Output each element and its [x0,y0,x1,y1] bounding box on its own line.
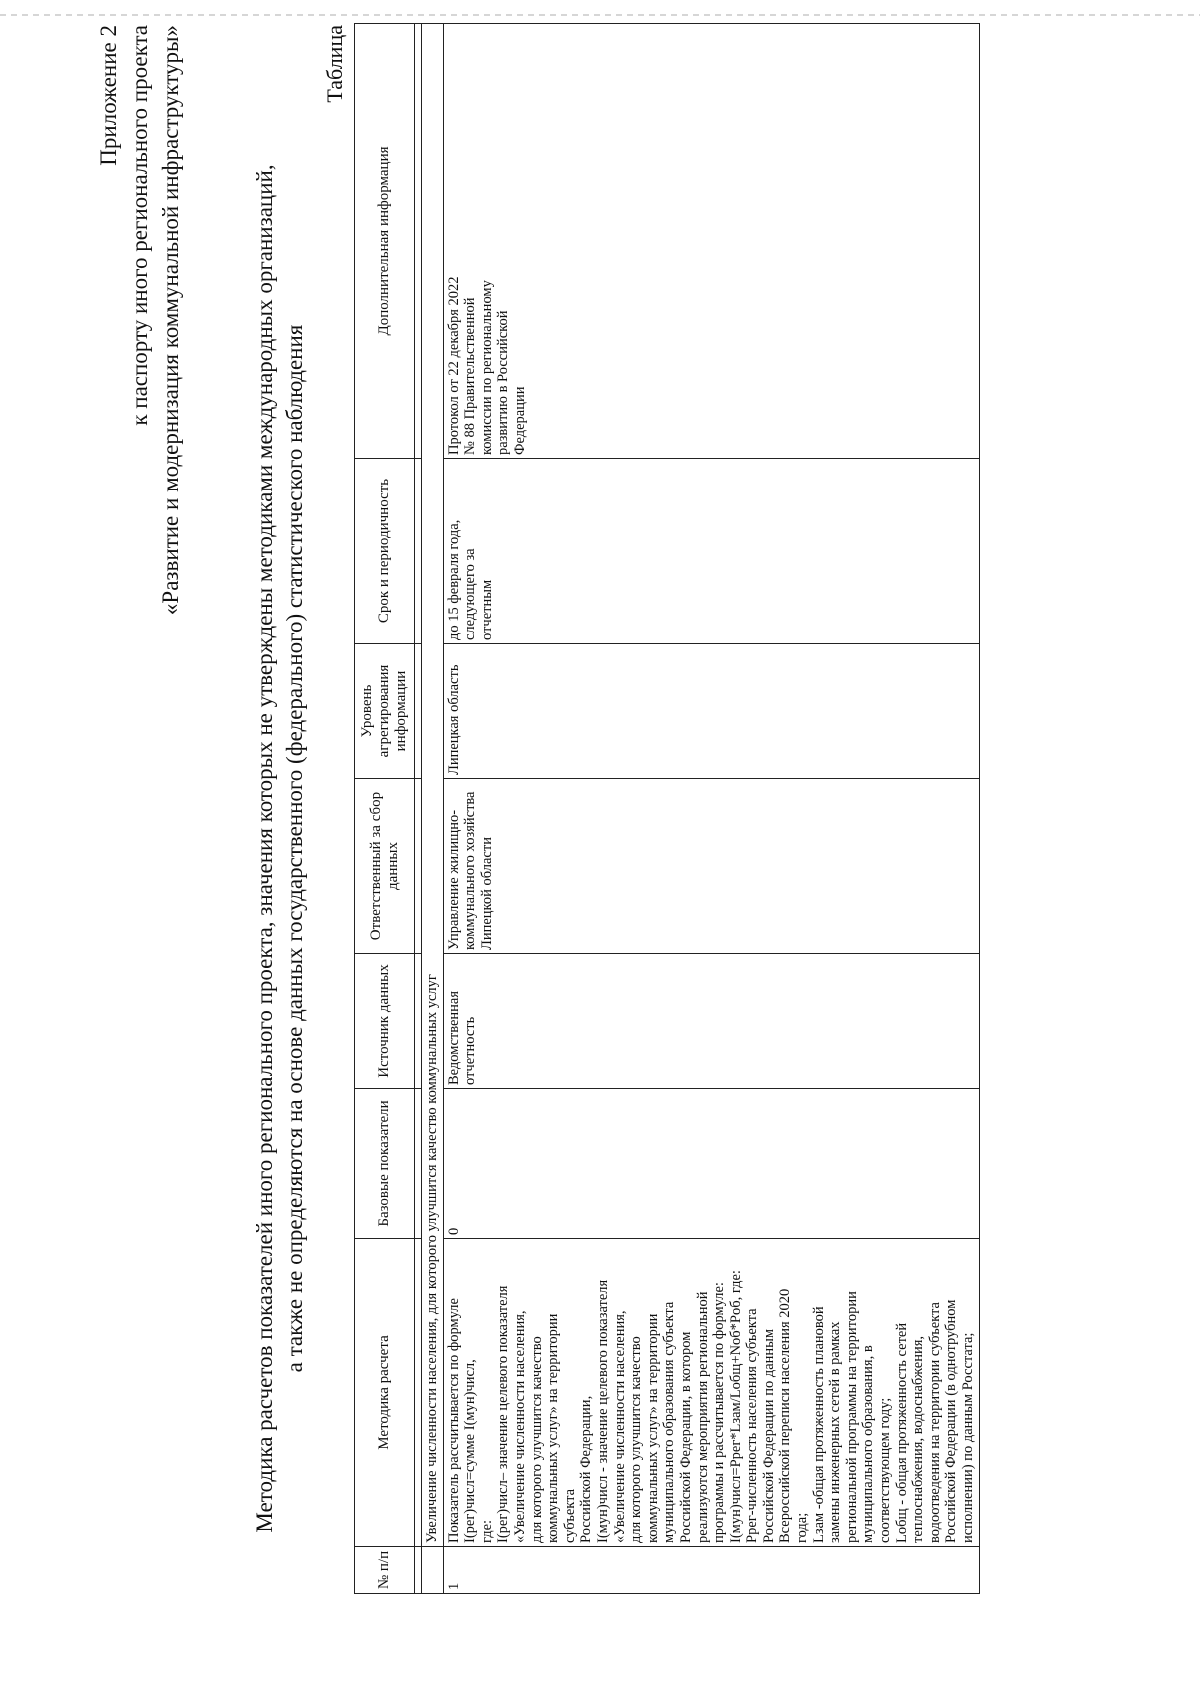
table-group-row [422,24,444,1594]
header-period: Срок и периодичность [355,459,415,644]
group-title: Увеличение численности населения, для которого улучшится качество коммунальных услуг [422,24,444,1547]
header-responsible: Ответственный за сбор данных [355,779,415,954]
table-row [443,24,979,1594]
row-number: 1 [443,1547,979,1594]
row-level: Липецкая область [443,644,979,779]
appendix-reference: к паспорту иного регионального проекта [127,25,152,426]
table-label: Таблица [322,25,347,103]
header-level: Уровень агрегирования информации [355,644,415,779]
appendix-project-name: «Развитие и модернизация коммунальной инфраструктуры» [158,25,183,616]
row-period: до 15 февраля года, следующего за отчетным [443,459,979,644]
table-header-row [355,24,415,1594]
header-source: Источник данных [355,954,415,1089]
title-line-1: Методика расчетов показателей иного регионального проекта, значения которых не утверждены методиками международных организаций, [252,164,277,1533]
row-source: Ведомственная отчетность [443,954,979,1089]
title-line-2: а также не определяются на основе данных государственного (федерального) статистического наблюдения [282,324,307,1373]
row-base: 0 [443,1089,979,1239]
document-title [250,0,310,1697]
methodology-table [354,23,980,1594]
row-info: Протокол от 22 декабря 2022 № 88 Правительственной комиссии по региональному развитию в Российской Федерации [443,24,979,459]
appendix-number: Приложение 2 [96,25,121,166]
header-number: № п/п [355,1547,415,1594]
header-method: Методика расчета [355,1239,415,1547]
table-subheader-row [415,24,422,1594]
row-responsible: Управление жилищно- коммунального хозяйства Липецкой области [443,779,979,954]
row-method: Показатель рассчитывается по формуле I(рег)числ=сумме I(мун)числ, где: I(рег)числ– значение целевого показателя «Увеличение численности населения, для которого улучшится качество коммунальных услуг» на территории субъекта Российской Федерации, I(мун)числ - значение целевого показателя «Увеличение численности населения, для которого улучшится качество коммунальных услуг» на территории муниципального образования субъекта Российской Федерации, в котором реализуются мероприятия региональной программы и рассчитывается по формуле: I(мун)числ=Pрег*Lзам/Lобщ+Nоб*Pоб, где: Pрег-численность населения субъекта Российской Федерации по данным Всероссийской переписи населения 2020 года; Lзам -общая протяженность плановой замены инженерных сетей в рамках региональной программы на территории муниципального образования, в соответствующем году; Lобщ - общая протяженность сетей теплоснабжения, водоснабжения, водоотведения на территории субъекта Российской Федерации (в однотрубном исполнении) по данным Росстата; [443,1239,979,1547]
header-base: Базовые показатели [355,1089,415,1239]
header-info: Дополнительная информация [355,24,415,459]
